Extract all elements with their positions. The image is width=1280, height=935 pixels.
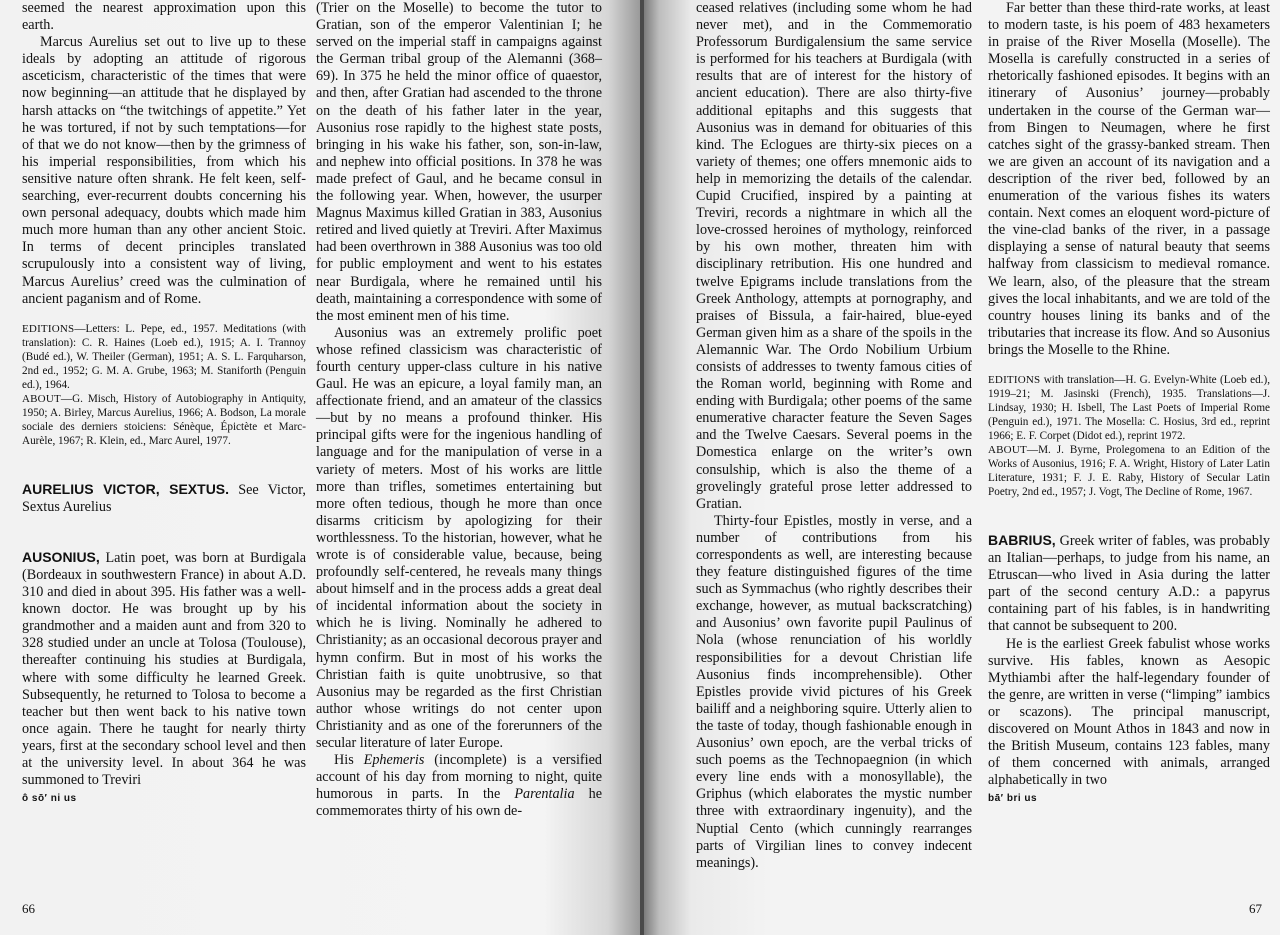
entry-babrius [988,532,1270,636]
paragraph: Thirty-four Epistles, mostly in verse, and a number of contributions from his correspondents as well, are interesting because they feature distinguished figures of the time such as Symmachus (who rightly describes their exchange, however, as mutual backscratching) and Ausonius’ own favorite pupil Paulinus of Nola (whose renunciation of his worldly responsibilities for a devout Christian life Ausonius finds incomprehensible). Other Epistles provide vivid pictures of his Greek bailiff and a neighboring squire. Utterly alien to the taste of today, though fashionable enough in Ausonius’ own epoch, are the verbal tricks of such poems as the Technopaegnion (in which every line ends with a monosyllable), the Griphus (which elaborates the mystic number three with extraordinary ingenuity), and the Nuptial Cento (which cunningly rearranges parts of Virgilian lines to convey indecent meanings). [696,512,972,871]
entry-text: Greek writer of fables, was probably an Italian—perhaps, to judge from his name, an Etruscan—who lived in Asia during the latter part of the second century A.D.: a papyrus containing part of his fables, is in handwriting that cannot be subsequent to 200. [988,532,1270,635]
paragraph: ceased relatives (including some whom he had never met), and in the Commemoratio Professorum Burdigalensium the same service is performed for his teachers at Burdigala (with results that are of interest for the history of ancient education). There are also thirty-five additional epitaphs and this suggests that Ausonius was in demand for obituaries of this kind. The Eclogues are thirty-six pieces on a variety of themes; one offers mnemonic aids to help in memorizing the details of the calendar. Cupid Crucified, inspired by a painting at Treviri, records a nightmare in which all the love-crossed heroines of mythology, reinforced by his own mother, threaten him with disciplinary retribution. His one hundred and twelve Epigrams include translations from the Greek Anthology, attempts at pornography, and praises of Bissula, a fair-haired, blue-eyed German given him as a share of the spoils in the Alemannic War. The Ordo Nobilium Urbium consists of addresses to twenty famous cities of the Roman world, beginning with Rome and ending with Burdigala; other poems of the same enumerative character feature the Seven Sages and the Twelve Caesars. Several poems in the Domestica enlarge on the writer’s own consulship, which is also the theme of a grovelingly grateful prose letter addressed to Gratian. [696,0,972,512]
paragraph: Far better than these third-rate works, at least to modern taste, is his poem of 483 hexameters in praise of the River Mosella (Moselle). The Mosella is carefully constructed in a series of rhetorically fashioned episodes. It begins with an itinerary of Ausonius’ journey—probably undertaken in the course of the German war—from Bingen to Neumagen, where he first catches sight of the grassy-banked stream. Then we are given an account of its navigation and a description of the river bed, followed by an enumeration of the various fishes its waters contain. Next comes an eloquent word-picture of the vine-clad banks of the river, in a passage displaying a sense of natural beauty that seems halfway from classicism to medieval romance. We learn, also, of the pleasure that the stream gives the local inhabitants, and we are told of the country houses lining its banks and of the tributaries that increase its flow. And so Ausonius brings the Moselle to the Rhine. [988,0,1270,358]
page-number: 67 [1249,901,1262,916]
left-column-1 [22,0,306,807]
right-column-1 [696,0,972,872]
entry-ausonius [22,549,306,789]
right-page [640,0,1280,935]
left-column-2 [316,0,602,821]
entry-headword: BABRIUS, [988,531,1056,548]
editions-text: with translation—H. G. Evelyn-White (Loeb ed.), 1919–21; M. Jasinski (French), 1935. Translations—J. Lindsay, 1930; H. Isbell, The Last Poets of Imperial Rome (Penguin ed.), 1971. The Mosella: C. Hosius, 3rd ed., reprint 1966; E. F. Corpet (Didot ed.), reprint 1972. [988,373,1270,442]
editions-label: EDITIONS [22,322,75,335]
entry-text: Latin poet, was born at Burdigala (Bordeaux in southwestern France) in about A.D. 310 and died in about 395. His father was a well-known doctor. He was brought up by his grandmother and a maiden aunt and from 320 to 328 studied under an uncle at Tolosa (Toulouse), thereafter continuing his studies at Burdigala, where with some difficulty he learned Greek. Subsequently, he returned to Tolosa to become a teacher but then went back to his native town once again. There he taught for nearly thirty years, first at the secondary school level and then at the university level. In about 364 he was summoned to Treviri [22,549,306,789]
entry-text: See Victor, Sextus Aurelius [22,481,306,515]
about-label: ABOUT [988,443,1027,456]
page-number: 66 [22,901,35,916]
entry-headword: AUSONIUS, [22,548,100,565]
paragraph: He is the earliest Greek fabulist whose works survive. His fables, known as Aesopic Mythiambi after the half-legendary founder of the genre, are written in verse (“limping” iambics or scazons). The principal manuscript, discovered on Mount Athos in 1843 and now in the British Museum, contains 123 fables, many of them concerned with animals, arranged alphabetically in two [988,635,1270,789]
right-column-2 [988,0,1270,807]
paragraph: (Trier on the Moselle) to become the tutor to Gratian, son of the emperor Valentinian I; he served on the imperial staff in campaigns against the German tribal group of the Alemanni (368–69). In 375 he held the minor office of quaestor, and then, after Gratian had ascended to the throne on the death of his father later in the year, Ausonius rose rapidly to the highest state posts, bringing in his wake his father, son, son-in-law, and nephew into official positions. In 378 he was made prefect of Gaul, and he became consul in the following year. When, however, the usurper Magnus Maximus killed Gratian in 383, Ausonius retired and lived quietly at Treviri. After Maximus had been overthrown in 388 Ausonius was too old for public employment and went to his estates near Burdigala, where he remained until his death, maintaining a correspondence with some of the most eminent men of his time. [316,0,602,324]
gutter-shadow [640,0,644,935]
about-label: ABOUT [22,392,61,405]
paragraph: His Ephemeris (incomplete) is a versified account of his day from morning to night, quite humorous in parts. In the Parentalia he commemorates thirty of his own de- [316,752,602,820]
pronunciation: bā′ bri us [988,793,1038,805]
bibliography [22,322,306,448]
pronunciation: ô sō′ ni us [22,793,77,805]
paragraph: seemed the nearest approximation upon this earth. [22,0,306,34]
bibliography [988,373,1270,499]
about-text: —G. Misch, History of Autobiography in Antiquity, 1950; A. Birley, Marcus Aurelius, 1966; A. Bodson, La morale sociale des derniers stoiciens: Sénèque, Épictète et Marc-Aurèle, 1967; R. Klein, ed., Marc Aurel, 1977. [22,392,306,447]
entry-headword: AURELIUS VICTOR, SEXTUS. [22,480,230,497]
about-text: —M. J. Byrne, Prolegomena to an Edition of the Works of Ausonius, 1916; F. A. Wright, History of Later Latin Literature, 1931; F. J. E. Raby, History of Secular Latin Poetry, 2nd ed., 1957; J. Vogt, The Decline of Rome, 1967. [988,443,1270,498]
editions-text: —Letters: L. Pepe, ed., 1957. Meditations (with translation): C. R. Haines (Loeb ed.), 1915; A. I. Trannoy (Budé ed.), W. Theiler (German), 1951; A. S. L. Farquharson, 2nd ed., 1952; G. M. A. Grube, 1963; M. Staniforth (Penguin ed.), 1964. [22,322,306,391]
paragraph: Ausonius was an extremely prolific poet whose refined classicism was characteristic of fourth century upper-class culture in his native Gaul. He was an epicure, a loyal family man, an affectionate friend, and an amateur of the classics—but by no means a profound thinker. His principal gifts were for the ingenious handling of language and for the manipulation of verse in a variety of meters. Most of his works are little more than trifles, sometimes entertaining but more often tedious, though he more than once disarms criticism by apologizing for their worthlessness. To the historian, however, what he wrote is of considerable value, because, being profoundly self-centered, he reveals many things about himself and in the process adds a great deal of incidental information about the society in which he is living. Nominally he adhered to Christianity; as an occasional decorous prayer and hymn confirm. But in most of his works the Christian faith is quite unobtrusive, so that Ausonius may be regarded as the first Christian author whose writings do not center upon Christianity and as one of the forerunners of the secular literature of later Europe. [316,324,602,752]
paragraph: Marcus Aurelius set out to live up to these ideals by adopting an attitude of rigorous asceticism, characteristic of the times that were now beginning—an attitude that he displayed by harsh attacks on “the twitchings of appetite.” Yet he was tortured, if not by such temptations—for of that we do not know—then by the grimness of his imperial responsibilities, from which his sensitive nature often shrank. He felt keen, self-searching, ever-recurrent doubts concerning his own personal adequacy, doubts which made him much more human than any other ancient Stoic. In terms of decent principles translated scrupulously into a consistent way of living, Marcus Aurelius’ creed was the culmination of ancient paganism and of Rome. [22,34,306,307]
entry-aurelius-victor [22,481,306,516]
editions-label: EDITIONS [988,373,1041,386]
